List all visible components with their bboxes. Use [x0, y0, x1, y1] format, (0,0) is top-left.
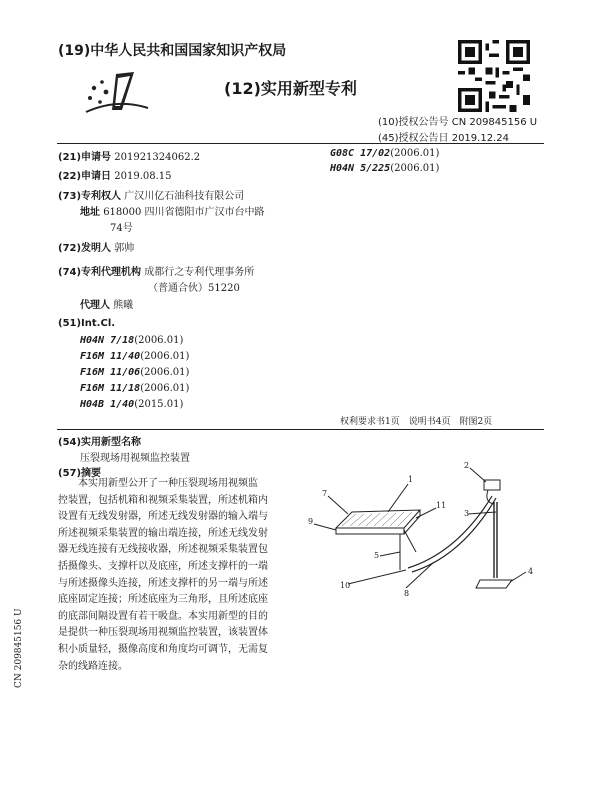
publication-number: (10)授权公告号 CN 209845156 U [378, 117, 538, 128]
figure-label: 8 [404, 589, 410, 598]
document-type: (12)实用新型专利 [224, 79, 357, 98]
camera-head [484, 480, 500, 490]
leader [348, 570, 406, 584]
inventor-label: (72)发明人 [58, 243, 112, 254]
figure-label: 9 [308, 517, 314, 526]
chassis-top [336, 510, 420, 528]
int-cl-label: (51)Int.Cl. [58, 318, 116, 329]
leader [406, 562, 434, 588]
section-divider [57, 429, 544, 430]
figure-label: 10 [340, 581, 351, 590]
ipc-year: (2015.01) [134, 399, 184, 410]
utility-model-title: 压裂现场用视频监控装置 [80, 453, 190, 464]
agency-label: (74)专利代理机构 [58, 267, 142, 278]
leader [416, 508, 436, 518]
ipc-item [80, 367, 189, 378]
figure-label: 1 [408, 475, 414, 484]
header-divider [57, 143, 544, 144]
ipc-year: (2006.01) [390, 163, 440, 174]
address-label: 地址 [80, 207, 100, 218]
ipc-code: F16M 11/06 [80, 367, 141, 378]
abstract-line: 括摄像头、支撑杆以及底座，所述支撑杆的一端 [58, 560, 268, 572]
agency-line-1: 成都行之专利代理事务所 [144, 267, 255, 278]
abstract-line: 是提供一种压裂现场用视频监控装置，该装置体 [58, 627, 268, 639]
leader [470, 468, 486, 482]
agent-label: 代理人 [80, 300, 110, 311]
ipc-item [80, 335, 183, 346]
abstract-line: 器无线连接有无线接收器，所述视频采集装置包 [58, 544, 268, 556]
agency-line-2: （普通合伙）51220 [148, 283, 240, 294]
cnipa-logo [82, 68, 152, 116]
abstract-line: 控装置，包括机箱和视频采集装置，所述机箱内 [58, 494, 268, 506]
patentee-value: 广汉川亿石油科技有限公司 [124, 191, 245, 202]
leader [468, 512, 496, 514]
ipc-code: H04N 7/18 [80, 335, 135, 346]
abstract-text [58, 476, 314, 675]
leader [388, 484, 408, 512]
antenna-leader [404, 530, 416, 552]
figure-label: 2 [464, 462, 470, 470]
abstract-line: 的底部间隔设置有若干吸盘。本实用新型的目的 [58, 610, 268, 622]
abstract-line: 杂的线路连接。 [58, 660, 128, 672]
abstract-line: 设置有无线发射器，所述无线发射器的输入端与 [58, 511, 268, 523]
pages-summary: 权利要求书1页 说明书4页 附图2页 [340, 417, 493, 427]
base [476, 580, 512, 588]
address-line-1: 618000 四川省德阳市广汉市台中路 [103, 207, 265, 218]
ipc-code: F16M 11/18 [80, 383, 141, 394]
leader [314, 524, 336, 530]
abstract-line: 所述视频采集装置的输出端连接，所述无线发射 [58, 527, 268, 539]
agent [80, 296, 133, 311]
ipc-item [80, 351, 189, 362]
leader [328, 496, 348, 514]
abstract-line: 积小质量轻，摄像高度和角度均可调节，无需复 [58, 643, 268, 655]
ipc-item [330, 148, 439, 159]
application-number-value: 201921324062.2 [114, 152, 201, 163]
figure-label: 5 [374, 551, 380, 560]
abstract-line: 本实用新型公开了一种压裂现场用视频监 [58, 478, 258, 489]
abstract-line: 与所述摄像头连接，所述支撑杆的另一端与所述 [58, 577, 268, 589]
ipc-year: (2006.01) [134, 335, 184, 346]
figure-label: 7 [322, 489, 328, 498]
agency [58, 263, 254, 278]
ipc-item [330, 163, 439, 174]
figure-label: 4 [528, 567, 534, 576]
patentee [58, 187, 244, 202]
inventor-value: 郭帅 [114, 243, 135, 254]
chassis-edge [404, 510, 420, 534]
office-name: (19)中华人民共和国国家知识产权局 [58, 43, 287, 59]
agent-value: 熊曦 [113, 300, 134, 311]
ipc-year: (2006.01) [390, 148, 440, 159]
abstract-label: (57)摘要 [58, 468, 102, 479]
ipc-code: F16M 11/40 [80, 351, 141, 362]
abstract-line: 底座固定连接；所述底座为三角形，且所述底座 [58, 594, 268, 606]
patentee-label: (73)专利权人 [58, 191, 122, 202]
ipc-code: H04N 5/225 [330, 163, 391, 174]
address-line-2: 74号 [110, 223, 133, 234]
ipc-code: G08C 17/02 [330, 148, 391, 159]
ipc-year: (2006.01) [140, 383, 190, 394]
filing-date-label: (22)申请日 [58, 171, 112, 182]
title-label: (54)实用新型名称 [58, 437, 142, 448]
qr-code [458, 40, 530, 112]
filing-date-value: 2019.08.15 [114, 171, 172, 182]
support-rod-curve [408, 496, 492, 568]
application-number-label: (21)申请号 [58, 152, 112, 163]
chassis-hatch [342, 512, 412, 526]
application-number [58, 148, 200, 163]
figure-label: 3 [464, 509, 470, 518]
publication-date: (45)授权公告日 2019.12.24 [378, 133, 509, 144]
inventor [58, 239, 134, 254]
chassis-side [336, 528, 404, 534]
address [80, 203, 265, 218]
ipc-item [80, 383, 189, 394]
leader [380, 552, 400, 556]
side-publication-number: CN 209845156 U [14, 608, 24, 688]
ipc-year: (2006.01) [140, 367, 190, 378]
ipc-year: (2006.01) [140, 351, 190, 362]
filing-date [58, 167, 172, 182]
abstract-figure [308, 462, 548, 602]
ipc-item [80, 399, 183, 410]
leader [510, 572, 526, 582]
ipc-code: H04B 1/40 [80, 399, 135, 410]
figure-label: 11 [436, 501, 447, 510]
